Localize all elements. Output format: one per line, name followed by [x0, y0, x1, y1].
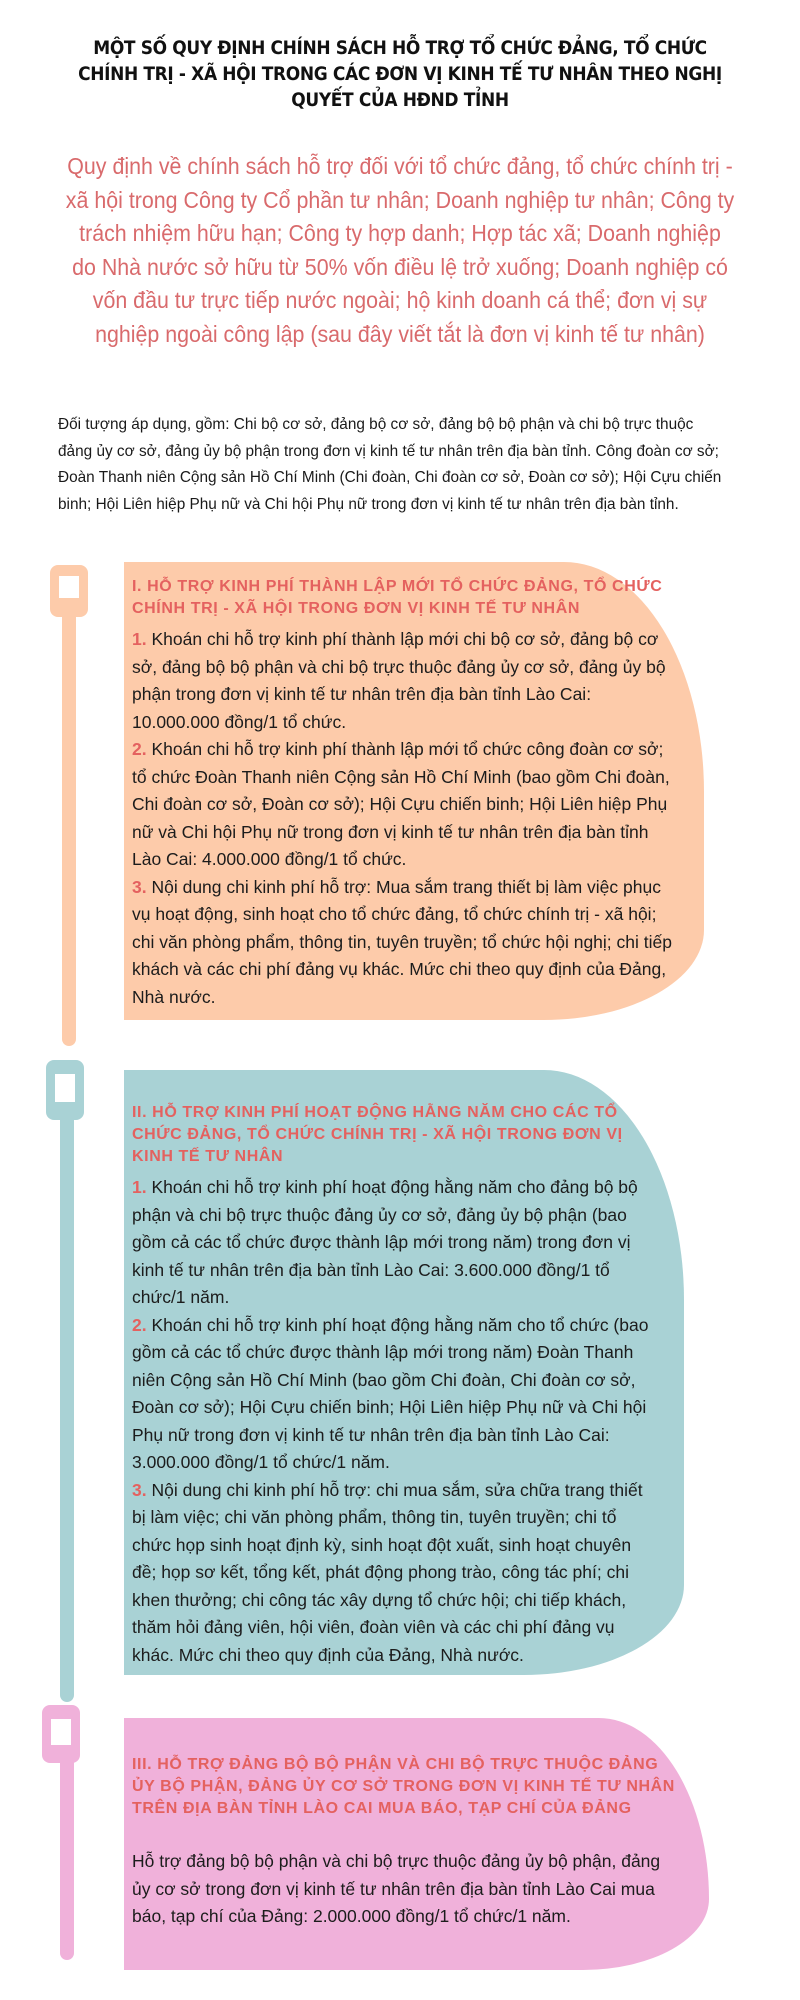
section-heading: III. HỖ TRỢ ĐẢNG BỘ BỘ PHẬN VÀ CHI BỘ TRỰC THUỘC ĐẢNG ỦY BỘ PHẬN, ĐẢNG ỦY CƠ SỞ TRONG ĐƠN VỊ KINH TẾ TƯ NHÂN TRÊN ĐỊA BÀN TỈNH LÀO CAI MUA BÁO, TẠP CHÍ CỦA ĐẢNG [132, 1756, 675, 1817]
timeline-rail-section-3 [60, 1745, 74, 1960]
section-card-2 [124, 1070, 684, 1675]
scope-subtitle: Quy định về chính sách hỗ trợ đối với tổ chức đảng, tổ chức chính trị - xã hội trong Công ty Cổ phần tư nhân; Doanh nghiệp tư nhân; Công ty trách nhiệm hữu hạn; Công ty hợp danh; Hợp tác xã; Doanh nghiệp do Nhà nước sở hữu từ 50% vốn điều lệ trở xuống; Doanh nghiệp có vốn đầu tư trực tiếp nước ngoài; hộ kinh doanh cá thể; đơn vị sự nghiệp ngoài công lập (sau đây viết tắt là đơn vị kinh tế tư nhân) [65, 153, 735, 347]
timeline-marker-icon-section-1 [50, 565, 88, 617]
list-item [132, 1477, 654, 1670]
item-text: Nội dung chi kinh phí hỗ trợ: Mua sắm trang thiết bị làm việc phục vụ hoạt động, sinh hoạt cho tổ chức đảng, tổ chức chính trị - xã hội; chi văn phòng phẩm, thông tin, tuyên truyền; tổ chức hội nghị; chi tiếp khách và các chi phí đảng vụ khác. Mức chi theo quy định của Đảng, Nhà nước. [132, 876, 672, 1007]
item-text: Khoán chi hỗ trợ kinh phí hoạt động hằng năm cho đảng bộ bộ phận và chi bộ trực thuộc đảng ủy cơ sở, đảng ủy bộ phận (bao gồm cả các tổ chức được thành lập mới trong năm) trong đơn vị kinh tế tư nhân trên địa bàn tỉnh Lào Cai: 3.600.000 đồng/1 tổ chức/1 năm. [132, 1177, 638, 1307]
timeline-rail-section-2 [60, 1100, 74, 1702]
item-number: 1. [132, 629, 147, 649]
list-item [132, 626, 674, 736]
list-item [132, 1174, 654, 1312]
timeline-marker-icon-section-3 [42, 1705, 80, 1763]
item-number: 2. [132, 1314, 147, 1335]
item-number: 2. [132, 739, 147, 759]
item-text: Khoán chi hỗ trợ kinh phí thành lập mới tổ chức công đoàn cơ sở; tổ chức Đoàn Thanh niên Cộng sản Hồ Chí Minh (bao gồm Chi đoàn, Chi đoàn cơ sở, Đoàn cơ sở); Hội Cựu chiến binh; Hội Liên hiệp Phụ nữ và Chi hội Phụ nữ trong đơn vị kinh tế tư nhân trên địa bàn tỉnh Lào Cai: 4.000.000 đồng/1 tổ chức. [132, 739, 670, 869]
timeline-marker-icon-section-2 [46, 1060, 84, 1120]
list-item [132, 1312, 654, 1477]
list-item [132, 874, 674, 1012]
item-number: 1. [132, 1177, 147, 1197]
item-text: Khoán chi hỗ trợ kinh phí thành lập mới chi bộ cơ sở, đảng bộ cơ sở, đảng bộ bộ phận và chi bộ trực thuộc đảng ủy cơ sở, đảng ủy bộ phận trong đơn vị kinh tế tư nhân trên địa bàn tỉnh Lào Cai: 10.000.000 đồng/1 tổ chức. [132, 629, 666, 732]
item-number: 3. [132, 876, 147, 897]
item-number: 3. [132, 1479, 147, 1500]
section-heading: I. HỖ TRỢ KINH PHÍ THÀNH LẬP MỚI TỔ CHỨC ĐẢNG, TỔ CHỨC CHÍNH TRỊ - XÃ HỘI TRONG ĐƠN VỊ KINH TẾ TƯ NHÂN [132, 578, 663, 617]
item-text: Nội dung chi kinh phí hỗ trợ: chi mua sắm, sửa chữa trang thiết bị làm việc; chi văn phòng phẩm, thông tin, tuyên truyền; chi tổ chức họp sinh hoạt định kỳ, sinh hoạt đột xuất, sinh hoạt chuyên đề; họp sơ kết, tổng kết, phát động phong trào, công tác phí; chi khen thưởng; chi công tác xây dựng tổ chức hội; chi tiếp khách, thăm hỏi đảng viên, hội viên, đoàn viên và các chi phí đảng vụ khác. Mức chi theo quy định của Đảng, Nhà nước. [132, 1479, 643, 1665]
section-card-1 [124, 562, 704, 1020]
page-title: MỘT SỐ QUY ĐỊNH CHÍNH SÁCH HỖ TRỢ TỔ CHỨC ĐẢNG, TỔ CHỨC CHÍNH TRỊ - XÃ HỘI TRONG CÁC ĐƠN VỊ KINH TẾ TƯ NHÂN THEO NGHỊ QUYẾT CỦA HĐND TỈNH [78, 38, 722, 111]
section-heading: II. HỖ TRỢ KINH PHÍ HOẠT ĐỘNG HẰNG NĂM CHO CÁC TỔ CHỨC ĐẢNG, TỔ CHỨC CHÍNH TRỊ - XÃ HỘI TRONG ĐƠN VỊ KINH TẾ TƯ NHÂN [132, 1104, 623, 1165]
section-body: Hỗ trợ đảng bộ bộ phận và chi bộ trực thuộc đảng ủy bộ phận, đảng ủy cơ sở trong đơn vị kinh tế tư nhân trên địa bàn tỉnh Lào Cai mua báo, tạp chí của Đảng: 2.000.000 đồng/1 tổ chức/1 năm. [132, 1851, 661, 1926]
section-card-3 [124, 1718, 709, 1970]
list-item [132, 736, 674, 874]
applies-to-paragraph: Đối tượng áp dụng, gồm: Chi bộ cơ sở, đảng bộ cơ sở, đảng bộ bộ phận và chi bộ trực thuộc đảng ủy cơ sở, đảng ủy bộ phận trong đơn vị kinh tế tư nhân trên địa bàn tỉnh. Công đoàn cơ sở; Đoàn Thanh niên Cộng sản Hồ Chí Minh (Chi đoàn, Chi đoàn cơ sở, Đoàn cơ sở); Hội Cựu chiến binh; Hội Liên hiệp Phụ nữ và Chi hội Phụ nữ trong đơn vị kinh tế tư nhân trên địa bàn tỉnh. [58, 416, 722, 513]
timeline-rail-section-1 [62, 600, 76, 1046]
item-text: Khoán chi hỗ trợ kinh phí hoạt động hằng năm cho tổ chức (bao gồm cả các tổ chức được thành lập mới trong năm) Đoàn Thanh niên Cộng sản Hồ Chí Minh (bao gồm Chi đoàn, Chi đoàn cơ sở, Đoàn cơ sở); Hội Cựu chiến binh; Hội Liên hiệp Phụ nữ và Chi hội Phụ nữ trong đơn vị kinh tế tư nhân trên địa bàn tỉnh Lào Cai: 3.000.000 đồng/1 tổ chức/1 năm. [132, 1314, 649, 1472]
